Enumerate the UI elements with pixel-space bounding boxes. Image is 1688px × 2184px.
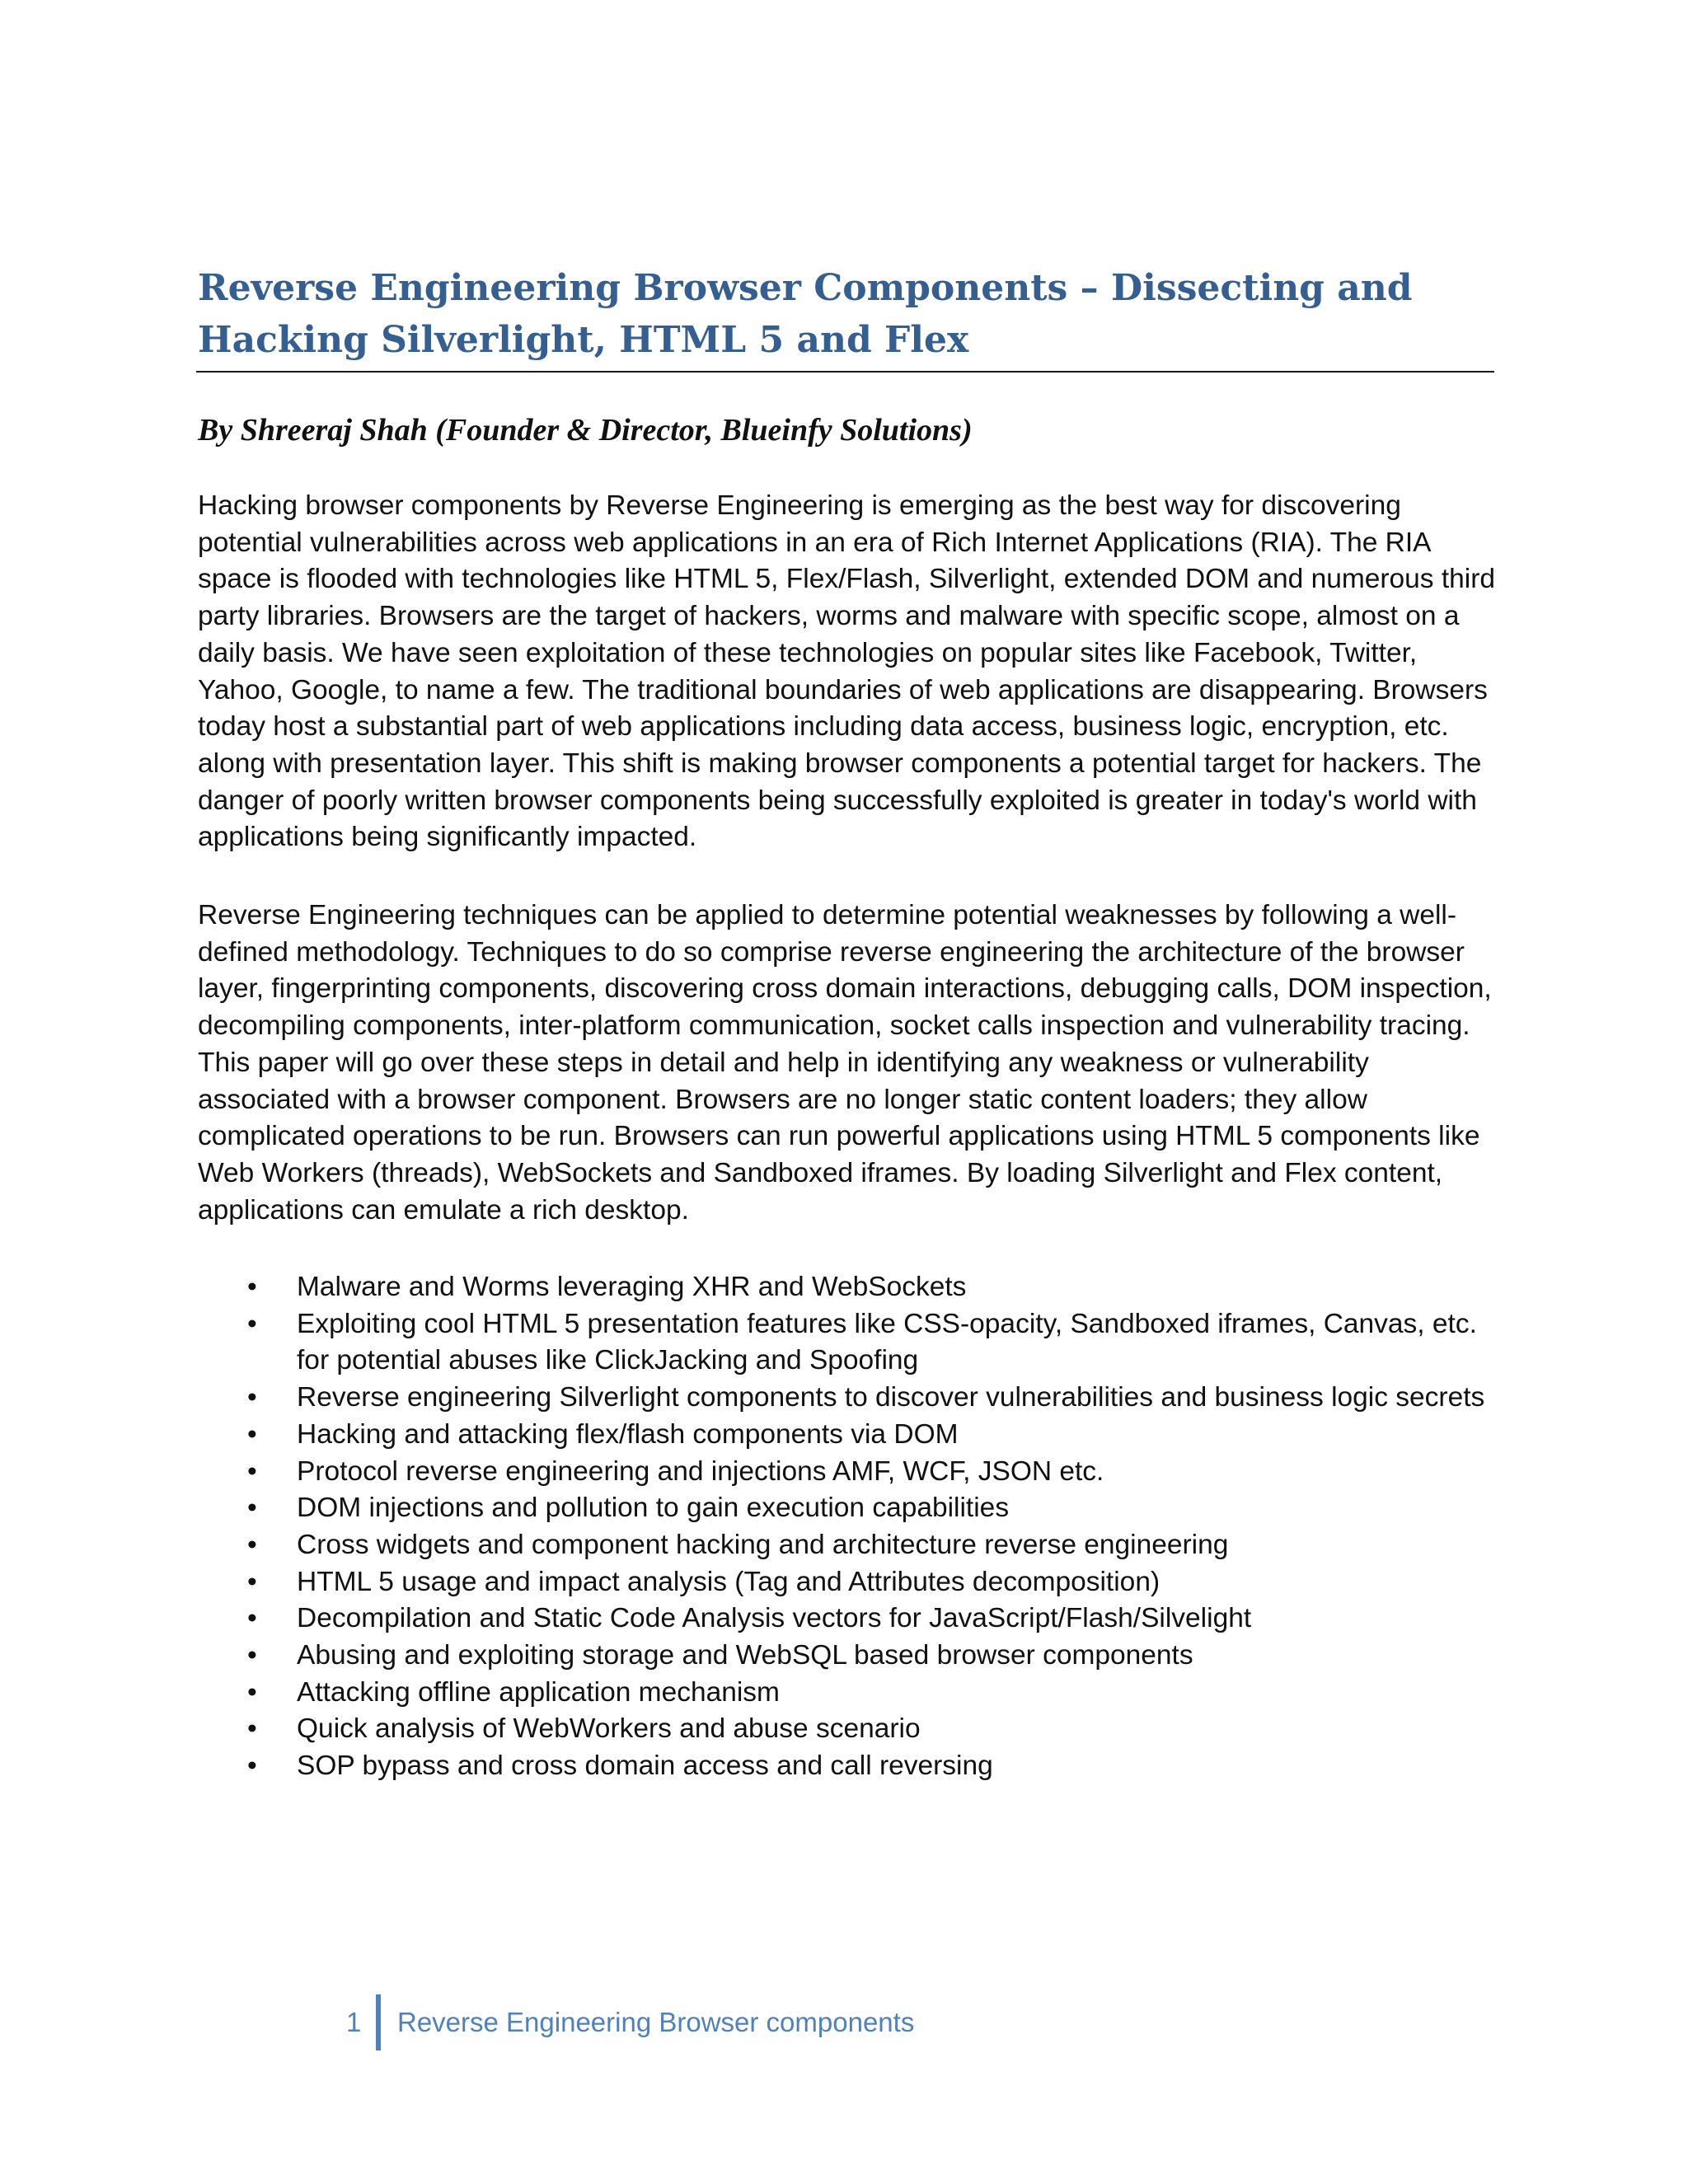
bullet-icon: • <box>247 1529 257 1560</box>
list-item-text: DOM injections and pollution to gain execution capabilities <box>297 1493 1010 1524</box>
list-item <box>198 1454 1517 1491</box>
bullet-icon: • <box>247 1272 257 1302</box>
list-item-text: Exploiting cool HTML 5 presentation features like CSS-opacity, Sandboxed iframes, Canvas, etc. for potential abuses like ClickJacking and Spoofing <box>297 1308 1477 1376</box>
list-item <box>198 1380 1517 1417</box>
list-item <box>198 1564 1517 1601</box>
bullet-icon: • <box>247 1493 257 1524</box>
list-item-text: Abusing and exploiting storage and WebSQL based browser components <box>297 1640 1193 1671</box>
title-divider <box>196 371 1494 373</box>
list-item-text: HTML 5 usage and impact analysis (Tag and Attributes decomposition) <box>297 1566 1160 1597</box>
list-item-text: Decompilation and Static Code Analysis vectors for JavaScript/Flash/Silvelight <box>297 1603 1252 1634</box>
bullet-icon: • <box>247 1603 257 1634</box>
list-item <box>198 1711 1517 1748</box>
list-item <box>198 1601 1517 1638</box>
list-item <box>198 1675 1517 1712</box>
bullet-icon: • <box>247 1308 257 1339</box>
list-item-text: Reverse engineering Silverlight components to discover vulnerabilities and business logic secrets <box>297 1382 1485 1413</box>
intro-paragraph: Hacking browser components by Reverse Engineering is emerging as the best way for discovering potential vulnerabilities across web applications in an era of Rich Internet Applications (RIA). The RIA space is flooded with technologies like HTML 5, Flex/Flash, Silverlight, extended DOM and numerous third party libraries. Browsers are the target of hackers, worms and malware with specific scope, almost on a daily basis. We have seen exploitation of these technologies on popular sites like Facebook, Twitter, Yahoo, Google, to name a few. The traditional boundaries of web applications are disappearing. Browsers today host a substantial part of web applications including data access, business logic, encryption, etc. along with presentation layer. This shift is making browser components a potential target for hackers. The danger of poorly written browser components being successfully exploited is greater in today's world with applications being significantly impacted. <box>198 490 1496 853</box>
list-item-text: Cross widgets and component hacking and architecture reverse engineering <box>297 1529 1229 1560</box>
list-item-text: Protocol reverse engineering and injections AMF, WCF, JSON etc. <box>297 1455 1104 1487</box>
bullet-icon: • <box>247 1640 257 1671</box>
list-item <box>198 1269 1517 1306</box>
author-byline: By Shreeraj Shah (Founder & Director, Blueinfy Solutions) <box>198 413 973 448</box>
list-item <box>198 1527 1517 1564</box>
list-item <box>198 1638 1517 1675</box>
bullet-icon: • <box>247 1566 257 1597</box>
list-item-text: SOP bypass and cross domain access and call reversing <box>297 1750 993 1782</box>
list-item <box>198 1748 1517 1785</box>
topics-list <box>198 1269 1517 1785</box>
bullet-icon: • <box>247 1676 257 1708</box>
methodology-paragraph: Reverse Engineering techniques can be applied to determine potential weaknesses by following a well-defined methodology. Techniques to do so comprise reverse engineering the architecture of the browser layer, fingerprinting components, discovering cross domain interactions, debugging calls, DOM inspection, decompiling components, inter-platform communication, socket calls inspection and vulnerability tracing. This paper will go over these steps in detail and help in identifying any weakness or vulnerability associated with a browser component. Browsers are no longer static content loaders; they allow complicated operations to be run. Browsers can run powerful applications using HTML 5 components like Web Workers (threads), WebSockets and Sandboxed iframes. By loading Silverlight and Flex content, applications can emulate a rich desktop. <box>198 900 1492 1226</box>
bullet-icon: • <box>247 1382 257 1413</box>
bullet-icon: • <box>247 1713 257 1745</box>
list-item <box>198 1306 1517 1380</box>
list-item-text: Hacking and attacking flex/flash components via DOM <box>297 1418 959 1450</box>
list-item-text: Quick analysis of WebWorkers and abuse scenario <box>297 1713 921 1745</box>
footer-title: Reverse Engineering Browser components <box>397 2007 915 2037</box>
page-title: Reverse Engineering Browser Components – Dissecting and Hacking Silverlight, HTML 5 and Flex <box>198 267 1413 361</box>
list-item-text: Attacking offline application mechanism <box>297 1676 780 1708</box>
list-item <box>198 1490 1517 1527</box>
footer-divider <box>376 1994 381 2050</box>
page-number: 1 <box>346 2007 362 2037</box>
list-item <box>198 1417 1517 1454</box>
bullet-icon: • <box>247 1750 257 1782</box>
bullet-icon: • <box>247 1418 257 1450</box>
bullet-icon: • <box>247 1455 257 1487</box>
list-item-text: Malware and Worms leveraging XHR and WebSockets <box>297 1272 967 1302</box>
